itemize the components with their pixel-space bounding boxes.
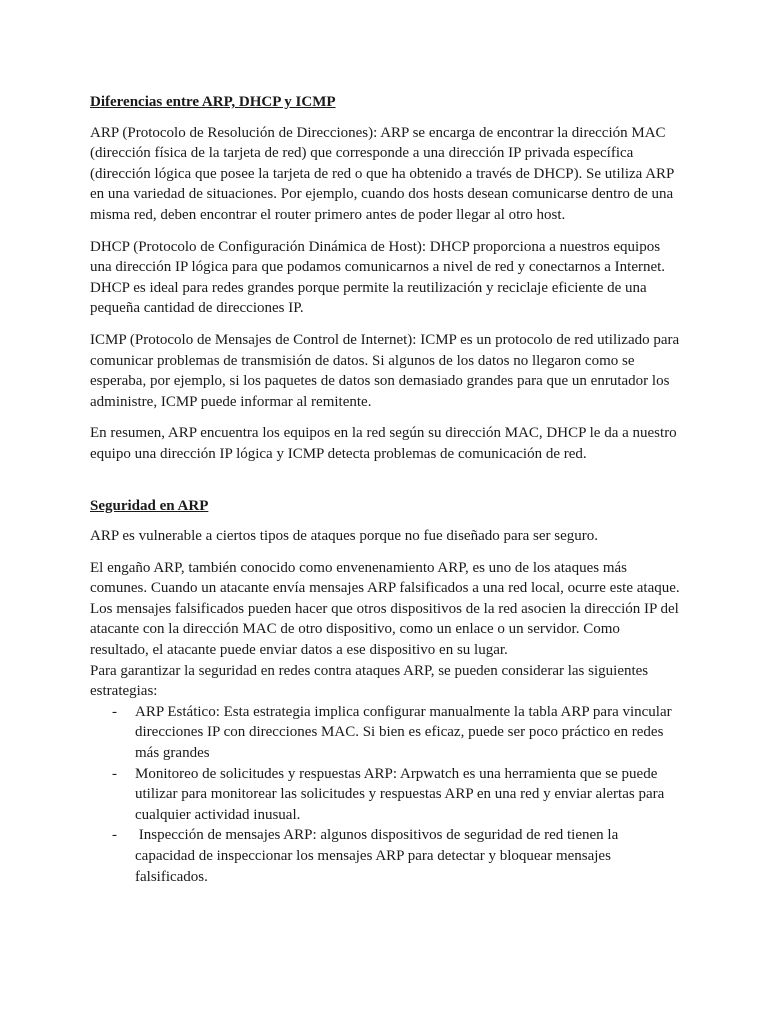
section-heading-arp-security: Seguridad en ARP	[90, 497, 209, 514]
section-spacer	[90, 476, 680, 496]
list-item	[90, 764, 680, 826]
paragraph-icmp: ICMP (Protocolo de Mensajes de Control de Internet): ICMP es un protocolo de red utilizado para comunicar problemas de transmisión de datos. Si algunos de los datos no llegaron como se esperaba, por ejemplo, si los paquetes de datos son demasiado grandes para que un enrutador los administre, ICMP puede informar al remitente.	[90, 331, 680, 410]
list-item-text: ARP Estático: Esta estrategia implica configurar manualmente la tabla ARP para vincular direcciones IP con direcciones MAC. Si bien es eficaz, puede ser poco práctico en redes más grandes	[135, 703, 672, 762]
list-item-text: Inspección de mensajes ARP: algunos dispositivos de seguridad de red tienen la capacidad de inspeccionar los mensajes ARP para detectar y bloquear mensajes falsificados.	[135, 827, 622, 885]
bullet-dash: -	[112, 765, 117, 782]
strategies-list	[90, 702, 680, 887]
paragraph-dhcp: DHCP (Protocolo de Configuración Dinámica de Host): DHCP proporciona a nuestros equipos una dirección IP lógica para que podamos comunicarnos a nivel de red y conectarnos a Internet. DHCP es ideal para redes grandes porque permite la reutilización y reciclaje eficiente de una pequeña cantidad de direcciones IP.	[90, 238, 666, 317]
list-item	[90, 825, 680, 887]
list-item-text: Monitoreo de solicitudes y respuestas ARP: Arpwatch es una herramienta que se puede utilizar para monitorear las solicitudes y respuestas ARP en una red y enviar alertas para cualquier actividad inusual.	[135, 765, 665, 823]
paragraph-arp-spoofing: El engaño ARP, también conocido como envenenamiento ARP, es uno de los ataques más comunes. Cuando un atacante envía mensajes ARP falsificados a una red local, ocurre este ataque. Los mensajes falsificados pueden hacer que otros dispositivos de la red asocien la dirección IP del atacante con la dirección MAC de otro dispositivo, como un enlace o un servidor. Como resultado, el atacante puede enviar datos a ese dispositivo en su lugar.	[90, 559, 680, 659]
bullet-dash: -	[112, 703, 117, 720]
paragraph-arp: ARP (Protocolo de Resolución de Direcciones): ARP se encarga de encontrar la dirección MAC (dirección física de la tarjeta de red) que corresponde a una dirección IP privada específica (dirección lógica que posee la tarjeta de red o que ha obtenido a través de DHCP). Se utiliza ARP en una variedad de situaciones. Por ejemplo, cuando dos hosts desean comunicarse dentro de una misma red, deben encontrar el router primero antes de poder llegar al otro host.	[90, 124, 674, 223]
paragraph-summary: En resumen, ARP encuentra los equipos en la red según su dirección MAC, DHCP le da a nuestro equipo una dirección IP lógica y ICMP detecta problemas de comunicación de red.	[90, 425, 677, 462]
paragraph-arp-vulnerable: ARP es vulnerable a ciertos tipos de ataques porque no fue diseñado para ser seguro.	[90, 528, 599, 545]
document-page	[90, 92, 680, 887]
section-heading-differences: Diferencias entre ARP, DHCP y ICMP	[90, 94, 336, 110]
paragraph-strategies-intro: Para garantizar la seguridad en redes contra ataques ARP, se pueden considerar las siguientes estrategias:	[90, 662, 649, 700]
list-item	[90, 702, 680, 764]
bullet-dash: -	[112, 827, 117, 844]
